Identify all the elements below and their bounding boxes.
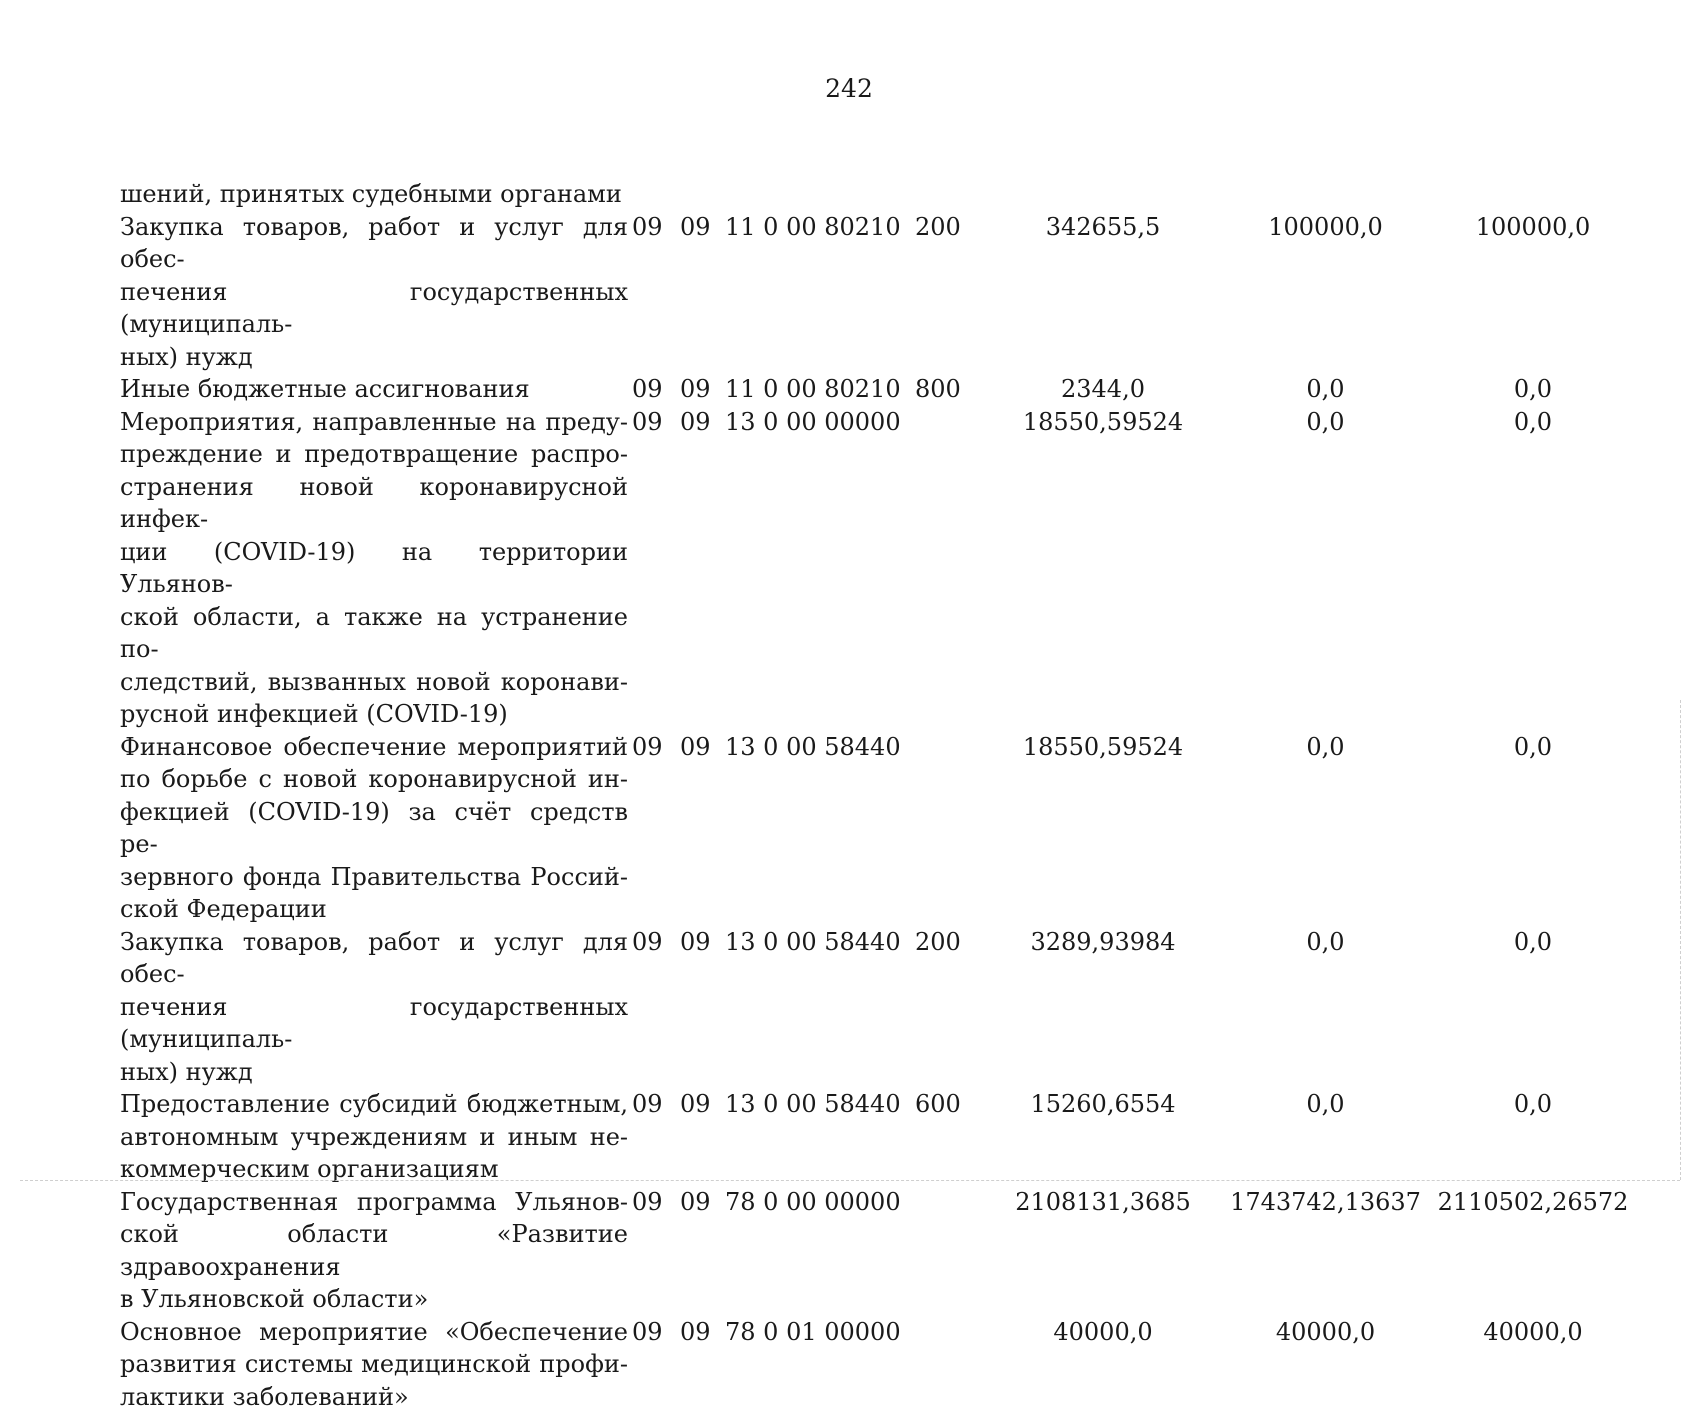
amount-year-1: 15260,6554 bbox=[983, 1088, 1223, 1186]
row-name-line: ской области «Развитие здравоохранения bbox=[120, 1218, 628, 1283]
amount-year-1: 18550,59524 bbox=[983, 406, 1223, 731]
section-code: 09 bbox=[628, 373, 680, 406]
table-row bbox=[120, 1186, 1638, 1316]
table-row bbox=[120, 731, 1638, 926]
section-code: 09 bbox=[628, 211, 680, 374]
expense-type-code bbox=[915, 406, 983, 731]
row-name-line: в Ульяновской области» bbox=[120, 1283, 628, 1316]
target-article-code: 13 0 00 58440 bbox=[725, 731, 915, 926]
table-row bbox=[120, 178, 1638, 211]
amount-year-2 bbox=[1223, 178, 1428, 211]
row-name-line: ных) нужд bbox=[120, 341, 628, 374]
amount-year-3 bbox=[1428, 178, 1638, 211]
expense-type-code bbox=[915, 1316, 983, 1413]
amount-year-3: 100000,0 bbox=[1428, 211, 1638, 374]
amount-year-1 bbox=[983, 178, 1223, 211]
row-name-line: ции (COVID-19) на территории Ульянов- bbox=[120, 536, 628, 601]
subsection-code: 09 bbox=[680, 211, 725, 374]
subsection-code bbox=[680, 178, 725, 211]
amount-year-2: 0,0 bbox=[1223, 1088, 1428, 1186]
section-code: 09 bbox=[628, 1186, 680, 1316]
subsection-code: 09 bbox=[680, 406, 725, 731]
subsection-code: 09 bbox=[680, 1186, 725, 1316]
subsection-code: 09 bbox=[680, 1316, 725, 1413]
amount-year-3: 0,0 bbox=[1428, 731, 1638, 926]
row-name bbox=[120, 731, 628, 926]
target-article-code bbox=[725, 178, 915, 211]
row-name-line: Иные бюджетные ассигнования bbox=[120, 373, 628, 406]
table-body bbox=[120, 178, 1638, 1413]
budget-table bbox=[120, 178, 1638, 1413]
scan-border-bottom bbox=[20, 1180, 1680, 1181]
subsection-code: 09 bbox=[680, 731, 725, 926]
section-code: 09 bbox=[628, 926, 680, 1089]
amount-year-1: 3289,93984 bbox=[983, 926, 1223, 1089]
amount-year-3: 0,0 bbox=[1428, 1088, 1638, 1186]
row-name bbox=[120, 178, 628, 211]
row-name-line: Закупка товаров, работ и услуг для обес- bbox=[120, 211, 628, 276]
row-name-line: коммерческим организациям bbox=[120, 1153, 628, 1186]
subsection-code: 09 bbox=[680, 1088, 725, 1186]
row-name-line: ных) нужд bbox=[120, 1056, 628, 1089]
row-name bbox=[120, 406, 628, 731]
amount-year-2: 0,0 bbox=[1223, 731, 1428, 926]
amount-year-3: 0,0 bbox=[1428, 926, 1638, 1089]
section-code: 09 bbox=[628, 1316, 680, 1413]
row-name bbox=[120, 1186, 628, 1316]
row-name-line: зервного фонда Правительства Россий- bbox=[120, 861, 628, 894]
row-name-line: Предоставление субсидий бюджетным, bbox=[120, 1088, 628, 1121]
row-name-line: печения государственных (муниципаль- bbox=[120, 991, 628, 1056]
row-name-line: печения государственных (муниципаль- bbox=[120, 276, 628, 341]
table-row bbox=[120, 211, 1638, 374]
target-article-code: 78 0 00 00000 bbox=[725, 1186, 915, 1316]
expense-type-code: 200 bbox=[915, 211, 983, 374]
expense-type-code bbox=[915, 731, 983, 926]
row-name-line: Финансовое обеспечение мероприятий bbox=[120, 731, 628, 764]
row-name bbox=[120, 1088, 628, 1186]
row-name-line: преждение и предотвращение распро- bbox=[120, 438, 628, 471]
scan-border-right bbox=[1680, 700, 1681, 1180]
amount-year-2: 0,0 bbox=[1223, 406, 1428, 731]
page-number: 242 bbox=[0, 74, 1698, 104]
row-name-line: Государственная программа Ульянов- bbox=[120, 1186, 628, 1219]
row-name-line: русной инфекцией (COVID-19) bbox=[120, 698, 628, 731]
table-row bbox=[120, 373, 1638, 406]
table-row bbox=[120, 1316, 1638, 1413]
amount-year-3: 0,0 bbox=[1428, 406, 1638, 731]
section-code: 09 bbox=[628, 731, 680, 926]
row-name-line: лактики заболеваний» bbox=[120, 1381, 628, 1413]
row-name-line: фекцией (COVID-19) за счёт средств ре- bbox=[120, 796, 628, 861]
subsection-code: 09 bbox=[680, 926, 725, 1089]
row-name-line: странения новой коронавирусной инфек- bbox=[120, 471, 628, 536]
row-name-line: ской области, а также на устранение по- bbox=[120, 601, 628, 666]
expense-type-code bbox=[915, 178, 983, 211]
table-row bbox=[120, 926, 1638, 1089]
amount-year-2: 40000,0 bbox=[1223, 1316, 1428, 1413]
amount-year-3: 40000,0 bbox=[1428, 1316, 1638, 1413]
section-code bbox=[628, 178, 680, 211]
amount-year-1: 40000,0 bbox=[983, 1316, 1223, 1413]
row-name bbox=[120, 926, 628, 1089]
amount-year-1: 18550,59524 bbox=[983, 731, 1223, 926]
target-article-code: 13 0 00 58440 bbox=[725, 926, 915, 1089]
amount-year-2: 0,0 bbox=[1223, 373, 1428, 406]
row-name-line: ской Федерации bbox=[120, 893, 628, 926]
row-name-line: по борьбе с новой коронавирусной ин- bbox=[120, 763, 628, 796]
subsection-code: 09 bbox=[680, 373, 725, 406]
row-name bbox=[120, 211, 628, 374]
amount-year-1: 2344,0 bbox=[983, 373, 1223, 406]
expense-type-code bbox=[915, 1186, 983, 1316]
target-article-code: 11 0 00 80210 bbox=[725, 211, 915, 374]
amount-year-1: 342655,5 bbox=[983, 211, 1223, 374]
section-code: 09 bbox=[628, 1088, 680, 1186]
expense-type-code: 200 bbox=[915, 926, 983, 1089]
row-name-line: Закупка товаров, работ и услуг для обес- bbox=[120, 926, 628, 991]
row-name bbox=[120, 373, 628, 406]
table-row bbox=[120, 406, 1638, 731]
amount-year-2: 1743742,13637 bbox=[1223, 1186, 1428, 1316]
table-row bbox=[120, 1088, 1638, 1186]
row-name-line: развития системы медицинской профи- bbox=[120, 1348, 628, 1381]
amount-year-1: 2108131,3685 bbox=[983, 1186, 1223, 1316]
amount-year-2: 0,0 bbox=[1223, 926, 1428, 1089]
row-name-line: шений, принятых судебными органами bbox=[120, 178, 628, 211]
row-name-line: Основное мероприятие «Обеспечение bbox=[120, 1316, 628, 1349]
target-article-code: 13 0 00 00000 bbox=[725, 406, 915, 731]
amount-year-2: 100000,0 bbox=[1223, 211, 1428, 374]
target-article-code: 78 0 01 00000 bbox=[725, 1316, 915, 1413]
row-name-line: автономным учреждениям и иным не- bbox=[120, 1121, 628, 1154]
row-name-line: Мероприятия, направленные на преду- bbox=[120, 406, 628, 439]
amount-year-3: 0,0 bbox=[1428, 373, 1638, 406]
target-article-code: 13 0 00 58440 bbox=[725, 1088, 915, 1186]
amount-year-3: 2110502,26572 bbox=[1428, 1186, 1638, 1316]
row-name bbox=[120, 1316, 628, 1413]
row-name-line: следствий, вызванных новой коронави- bbox=[120, 666, 628, 699]
expense-type-code: 800 bbox=[915, 373, 983, 406]
target-article-code: 11 0 00 80210 bbox=[725, 373, 915, 406]
section-code: 09 bbox=[628, 406, 680, 731]
expense-type-code: 600 bbox=[915, 1088, 983, 1186]
